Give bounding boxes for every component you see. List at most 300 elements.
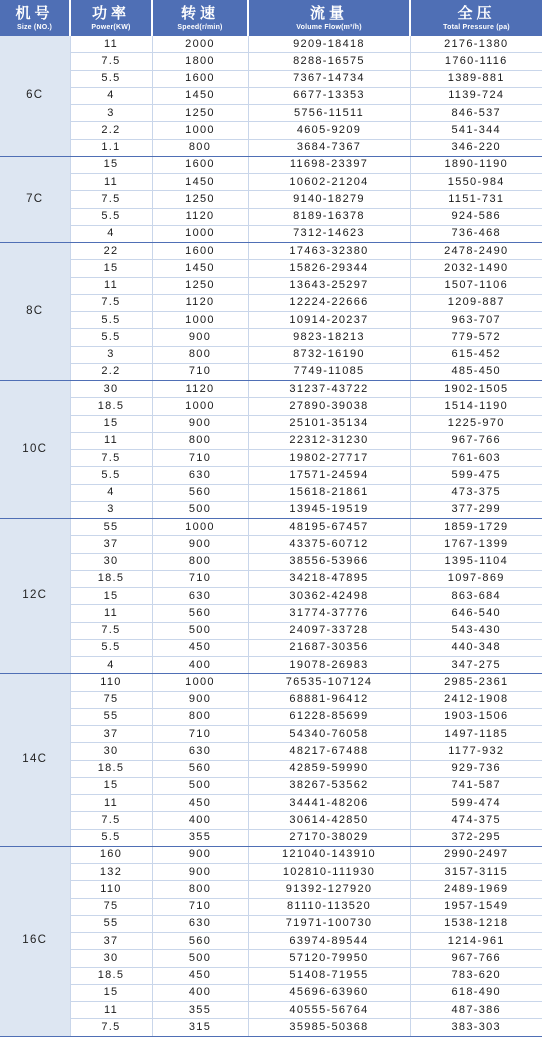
- pressure-cell: 1767-1399: [410, 536, 542, 553]
- speed-cell: 710: [152, 363, 248, 380]
- table-row: [0, 87, 542, 104]
- speed-cell: 800: [152, 139, 248, 156]
- speed-cell: 450: [152, 795, 248, 812]
- pressure-cell: 599-475: [410, 467, 542, 484]
- header-size-zh: 机号: [15, 3, 54, 22]
- speed-cell: 315: [152, 1019, 248, 1036]
- table-row: [0, 777, 542, 794]
- power-cell: 5.5: [70, 829, 152, 846]
- flow-cell: 68881-96412: [248, 691, 410, 708]
- table-body: [0, 36, 542, 1036]
- speed-cell: 710: [152, 726, 248, 743]
- power-cell: 18.5: [70, 967, 152, 984]
- flow-cell: 13945-19519: [248, 501, 410, 518]
- flow-cell: 22312-31230: [248, 432, 410, 449]
- pressure-cell: 1139-724: [410, 87, 542, 104]
- speed-cell: 1250: [152, 191, 248, 208]
- speed-cell: 1250: [152, 277, 248, 294]
- table-header: [0, 0, 542, 36]
- pressure-cell: 846-537: [410, 105, 542, 122]
- flow-cell: 76535-107124: [248, 674, 410, 691]
- table-row: [0, 174, 542, 191]
- speed-cell: 450: [152, 967, 248, 984]
- table-row: [0, 657, 542, 674]
- pressure-cell: 2985-2361: [410, 674, 542, 691]
- table-row: [0, 122, 542, 139]
- power-cell: 15: [70, 415, 152, 432]
- flow-cell: 5756-11511: [248, 105, 410, 122]
- speed-cell: 355: [152, 829, 248, 846]
- speed-cell: 800: [152, 432, 248, 449]
- flow-cell: 81110-113520: [248, 898, 410, 915]
- power-cell: 11: [70, 174, 152, 191]
- flow-cell: 30614-42850: [248, 812, 410, 829]
- flow-cell: 38267-53562: [248, 777, 410, 794]
- flow-cell: 43375-60712: [248, 536, 410, 553]
- speed-cell: 800: [152, 346, 248, 363]
- header-flow-zh: 流量: [309, 3, 348, 22]
- speed-cell: 1000: [152, 674, 248, 691]
- pressure-cell: 1497-1185: [410, 726, 542, 743]
- speed-cell: 500: [152, 950, 248, 967]
- header-speed: [152, 0, 248, 36]
- power-cell: 11: [70, 605, 152, 622]
- pressure-cell: 474-375: [410, 812, 542, 829]
- speed-cell: 630: [152, 588, 248, 605]
- speed-cell: 710: [152, 898, 248, 915]
- header-row: [0, 0, 542, 36]
- speed-cell: 1000: [152, 312, 248, 329]
- power-cell: 11: [70, 1002, 152, 1019]
- speed-cell: 1000: [152, 225, 248, 242]
- flow-cell: 31774-37776: [248, 605, 410, 622]
- flow-cell: 13643-25297: [248, 277, 410, 294]
- power-cell: 2.2: [70, 363, 152, 380]
- flow-cell: 45696-63960: [248, 984, 410, 1001]
- pressure-cell: 440-348: [410, 639, 542, 656]
- size-cell: 8C: [0, 243, 70, 381]
- power-cell: 30: [70, 553, 152, 570]
- speed-cell: 560: [152, 933, 248, 950]
- power-cell: 15: [70, 260, 152, 277]
- table-row: [0, 536, 542, 553]
- table-row: [0, 312, 542, 329]
- pressure-cell: 485-450: [410, 363, 542, 380]
- table-row: [0, 53, 542, 70]
- speed-cell: 800: [152, 708, 248, 725]
- flow-cell: 12224-22666: [248, 294, 410, 311]
- speed-cell: 400: [152, 984, 248, 1001]
- pressure-cell: 1097-869: [410, 570, 542, 587]
- power-cell: 30: [70, 743, 152, 760]
- power-cell: 4: [70, 484, 152, 501]
- power-cell: 5.5: [70, 312, 152, 329]
- power-cell: 55: [70, 708, 152, 725]
- pressure-cell: 3157-3115: [410, 864, 542, 881]
- flow-cell: 3684-7367: [248, 139, 410, 156]
- flow-cell: 34441-48206: [248, 795, 410, 812]
- table-row: [0, 243, 542, 260]
- pressure-cell: 783-620: [410, 967, 542, 984]
- pressure-cell: 1903-1506: [410, 708, 542, 725]
- flow-cell: 8732-16190: [248, 346, 410, 363]
- power-cell: 5.5: [70, 467, 152, 484]
- pressure-cell: 1151-731: [410, 191, 542, 208]
- table-row: [0, 588, 542, 605]
- pressure-cell: 1760-1116: [410, 53, 542, 70]
- power-cell: 5.5: [70, 329, 152, 346]
- table-row: [0, 398, 542, 415]
- power-cell: 15: [70, 156, 152, 173]
- speed-cell: 900: [152, 536, 248, 553]
- table-row: [0, 1002, 542, 1019]
- flow-cell: 6677-13353: [248, 87, 410, 104]
- pressure-cell: 347-275: [410, 657, 542, 674]
- speed-cell: 1800: [152, 53, 248, 70]
- table-row: [0, 950, 542, 967]
- table-row: [0, 795, 542, 812]
- speed-cell: 1450: [152, 87, 248, 104]
- table-row: [0, 432, 542, 449]
- power-cell: 7.5: [70, 1019, 152, 1036]
- table-row: [0, 36, 542, 53]
- power-cell: 37: [70, 933, 152, 950]
- speed-cell: 630: [152, 743, 248, 760]
- speed-cell: 900: [152, 415, 248, 432]
- speed-cell: 1000: [152, 519, 248, 536]
- flow-cell: 57120-79950: [248, 950, 410, 967]
- flow-cell: 102810-111930: [248, 864, 410, 881]
- power-cell: 18.5: [70, 398, 152, 415]
- power-cell: 4: [70, 225, 152, 242]
- speed-cell: 1600: [152, 243, 248, 260]
- flow-cell: 71971-100730: [248, 915, 410, 932]
- table-row: [0, 881, 542, 898]
- flow-cell: 61228-85699: [248, 708, 410, 725]
- header-pressure-en: Total Pressure (pa): [443, 23, 510, 31]
- speed-cell: 900: [152, 329, 248, 346]
- flow-cell: 7367-14734: [248, 70, 410, 87]
- pressure-cell: 736-468: [410, 225, 542, 242]
- flow-cell: 17571-24594: [248, 467, 410, 484]
- flow-cell: 10602-21204: [248, 174, 410, 191]
- power-cell: 4: [70, 87, 152, 104]
- header-size-en: Size (NO.): [16, 23, 53, 31]
- pressure-cell: 741-587: [410, 777, 542, 794]
- power-cell: 15: [70, 984, 152, 1001]
- power-cell: 7.5: [70, 294, 152, 311]
- pressure-cell: 967-766: [410, 432, 542, 449]
- table-row: [0, 622, 542, 639]
- power-cell: 15: [70, 777, 152, 794]
- power-cell: 11: [70, 36, 152, 53]
- flow-cell: 51408-71955: [248, 967, 410, 984]
- pressure-cell: 2412-1908: [410, 691, 542, 708]
- flow-cell: 11698-23397: [248, 156, 410, 173]
- pressure-cell: 963-707: [410, 312, 542, 329]
- pressure-cell: 1389-881: [410, 70, 542, 87]
- flow-cell: 9209-18418: [248, 36, 410, 53]
- table-row: [0, 294, 542, 311]
- speed-cell: 630: [152, 915, 248, 932]
- speed-cell: 630: [152, 467, 248, 484]
- power-cell: 5.5: [70, 208, 152, 225]
- pressure-cell: 599-474: [410, 795, 542, 812]
- power-cell: 5.5: [70, 639, 152, 656]
- header-flow-en: Volume Flow(m³/h): [296, 23, 362, 31]
- flow-cell: 25101-35134: [248, 415, 410, 432]
- power-cell: 11: [70, 795, 152, 812]
- speed-cell: 2000: [152, 36, 248, 53]
- pressure-cell: 2478-2490: [410, 243, 542, 260]
- table-row: [0, 553, 542, 570]
- pressure-cell: 2176-1380: [410, 36, 542, 53]
- flow-cell: 8288-16575: [248, 53, 410, 70]
- speed-cell: 1120: [152, 208, 248, 225]
- pressure-cell: 1538-1218: [410, 915, 542, 932]
- power-cell: 55: [70, 915, 152, 932]
- table-row: [0, 139, 542, 156]
- speed-cell: 800: [152, 553, 248, 570]
- power-cell: 110: [70, 674, 152, 691]
- table-row: [0, 933, 542, 950]
- table-row: [0, 519, 542, 536]
- table-row: [0, 864, 542, 881]
- power-cell: 30: [70, 381, 152, 398]
- speed-cell: 500: [152, 501, 248, 518]
- speed-cell: 900: [152, 864, 248, 881]
- table-row: [0, 915, 542, 932]
- table-row: [0, 277, 542, 294]
- table-row: [0, 984, 542, 1001]
- flow-cell: 21687-30356: [248, 639, 410, 656]
- power-cell: 18.5: [70, 760, 152, 777]
- speed-cell: 1450: [152, 174, 248, 191]
- speed-cell: 500: [152, 622, 248, 639]
- speed-cell: 1450: [152, 260, 248, 277]
- pressure-cell: 383-303: [410, 1019, 542, 1036]
- table-row: [0, 191, 542, 208]
- flow-cell: 7749-11085: [248, 363, 410, 380]
- pressure-cell: 543-430: [410, 622, 542, 639]
- pressure-cell: 377-299: [410, 501, 542, 518]
- size-cell: 7C: [0, 156, 70, 242]
- pressure-cell: 761-603: [410, 450, 542, 467]
- table-row: [0, 381, 542, 398]
- flow-cell: 9823-18213: [248, 329, 410, 346]
- power-cell: 75: [70, 691, 152, 708]
- size-cell: 10C: [0, 381, 70, 519]
- speed-cell: 710: [152, 450, 248, 467]
- table-row: [0, 743, 542, 760]
- table-row: [0, 812, 542, 829]
- table-row: [0, 708, 542, 725]
- size-cell: 6C: [0, 36, 70, 156]
- power-cell: 7.5: [70, 53, 152, 70]
- power-cell: 5.5: [70, 70, 152, 87]
- power-cell: 18.5: [70, 570, 152, 587]
- pressure-cell: 1209-887: [410, 294, 542, 311]
- size-cell: 16C: [0, 846, 70, 1036]
- speed-cell: 450: [152, 639, 248, 656]
- pressure-cell: 1890-1190: [410, 156, 542, 173]
- speed-cell: 400: [152, 657, 248, 674]
- speed-cell: 1600: [152, 70, 248, 87]
- flow-cell: 24097-33728: [248, 622, 410, 639]
- flow-cell: 91392-127920: [248, 881, 410, 898]
- table-row: [0, 501, 542, 518]
- pressure-cell: 346-220: [410, 139, 542, 156]
- header-pressure-zh: 全压: [457, 3, 496, 22]
- power-cell: 132: [70, 864, 152, 881]
- size-cell: 14C: [0, 674, 70, 847]
- flow-cell: 19802-27717: [248, 450, 410, 467]
- power-cell: 37: [70, 726, 152, 743]
- header-speed-zh: 转速: [180, 3, 219, 22]
- pressure-cell: 1957-1549: [410, 898, 542, 915]
- pressure-cell: 1395-1104: [410, 553, 542, 570]
- pressure-cell: 924-586: [410, 208, 542, 225]
- table-row: [0, 225, 542, 242]
- flow-cell: 35985-50368: [248, 1019, 410, 1036]
- flow-cell: 8189-16378: [248, 208, 410, 225]
- flow-cell: 121040-143910: [248, 846, 410, 863]
- pressure-cell: 473-375: [410, 484, 542, 501]
- power-cell: 2.2: [70, 122, 152, 139]
- pressure-cell: 618-490: [410, 984, 542, 1001]
- table-row: [0, 760, 542, 777]
- power-cell: 75: [70, 898, 152, 915]
- speed-cell: 560: [152, 605, 248, 622]
- flow-cell: 48195-67457: [248, 519, 410, 536]
- table-row: [0, 450, 542, 467]
- flow-cell: 19078-26983: [248, 657, 410, 674]
- speed-cell: 560: [152, 484, 248, 501]
- table-row: [0, 70, 542, 87]
- speed-cell: 900: [152, 846, 248, 863]
- header-power-zh: 功率: [91, 3, 130, 22]
- power-cell: 3: [70, 105, 152, 122]
- power-cell: 160: [70, 846, 152, 863]
- power-cell: 37: [70, 536, 152, 553]
- table-row: [0, 260, 542, 277]
- header-speed-en: Speed(r/min): [177, 23, 223, 31]
- table-row: [0, 898, 542, 915]
- table-row: [0, 967, 542, 984]
- power-cell: 7.5: [70, 622, 152, 639]
- size-cell: 12C: [0, 519, 70, 674]
- flow-cell: 48217-67488: [248, 743, 410, 760]
- header-power-en: Power(KW): [91, 23, 131, 31]
- pressure-cell: 646-540: [410, 605, 542, 622]
- pressure-cell: 372-295: [410, 829, 542, 846]
- header-pressure: [410, 0, 542, 36]
- speed-cell: 1120: [152, 381, 248, 398]
- speed-cell: 560: [152, 760, 248, 777]
- pressure-cell: 487-386: [410, 1002, 542, 1019]
- table-row: [0, 691, 542, 708]
- flow-cell: 54340-76058: [248, 726, 410, 743]
- table-row: [0, 639, 542, 656]
- pressure-cell: 929-736: [410, 760, 542, 777]
- power-cell: 110: [70, 881, 152, 898]
- flow-cell: 34218-47895: [248, 570, 410, 587]
- flow-cell: 10914-20237: [248, 312, 410, 329]
- power-cell: 7.5: [70, 812, 152, 829]
- flow-cell: 15826-29344: [248, 260, 410, 277]
- power-cell: 4: [70, 657, 152, 674]
- table-row: [0, 156, 542, 173]
- power-cell: 22: [70, 243, 152, 260]
- flow-cell: 31237-43722: [248, 381, 410, 398]
- pressure-cell: 1214-961: [410, 933, 542, 950]
- table-row: [0, 329, 542, 346]
- flow-cell: 7312-14623: [248, 225, 410, 242]
- pressure-cell: 1514-1190: [410, 398, 542, 415]
- pressure-cell: 1177-932: [410, 743, 542, 760]
- pressure-cell: 967-766: [410, 950, 542, 967]
- power-cell: 3: [70, 501, 152, 518]
- table-row: [0, 363, 542, 380]
- speed-cell: 500: [152, 777, 248, 794]
- table-row: [0, 570, 542, 587]
- header-power: [70, 0, 152, 36]
- table-row: [0, 467, 542, 484]
- pressure-cell: 2990-2497: [410, 846, 542, 863]
- speed-cell: 1120: [152, 294, 248, 311]
- flow-cell: 38556-53966: [248, 553, 410, 570]
- power-cell: 15: [70, 588, 152, 605]
- speed-cell: 1000: [152, 398, 248, 415]
- flow-cell: 27170-38029: [248, 829, 410, 846]
- flow-cell: 17463-32380: [248, 243, 410, 260]
- flow-cell: 15618-21861: [248, 484, 410, 501]
- speed-cell: 355: [152, 1002, 248, 1019]
- speed-cell: 900: [152, 691, 248, 708]
- flow-cell: 9140-18279: [248, 191, 410, 208]
- pressure-cell: 1859-1729: [410, 519, 542, 536]
- flow-cell: 40555-56764: [248, 1002, 410, 1019]
- speed-cell: 710: [152, 570, 248, 587]
- flow-cell: 27890-39038: [248, 398, 410, 415]
- power-cell: 11: [70, 277, 152, 294]
- power-cell: 7.5: [70, 450, 152, 467]
- table-row: [0, 846, 542, 863]
- flow-cell: 30362-42498: [248, 588, 410, 605]
- table-row: [0, 208, 542, 225]
- flow-cell: 42859-59990: [248, 760, 410, 777]
- pressure-cell: 779-572: [410, 329, 542, 346]
- table-row: [0, 346, 542, 363]
- table-row: [0, 105, 542, 122]
- power-cell: 55: [70, 519, 152, 536]
- speed-cell: 400: [152, 812, 248, 829]
- speed-cell: 1250: [152, 105, 248, 122]
- table-row: [0, 1019, 542, 1036]
- flow-cell: 4605-9209: [248, 122, 410, 139]
- speed-cell: 1600: [152, 156, 248, 173]
- speed-cell: 1000: [152, 122, 248, 139]
- power-cell: 11: [70, 432, 152, 449]
- pressure-cell: 1550-984: [410, 174, 542, 191]
- pressure-cell: 863-684: [410, 588, 542, 605]
- power-cell: 1.1: [70, 139, 152, 156]
- header-size: [0, 0, 70, 36]
- table-row: [0, 605, 542, 622]
- speed-cell: 800: [152, 881, 248, 898]
- power-cell: 7.5: [70, 191, 152, 208]
- pressure-cell: 1225-970: [410, 415, 542, 432]
